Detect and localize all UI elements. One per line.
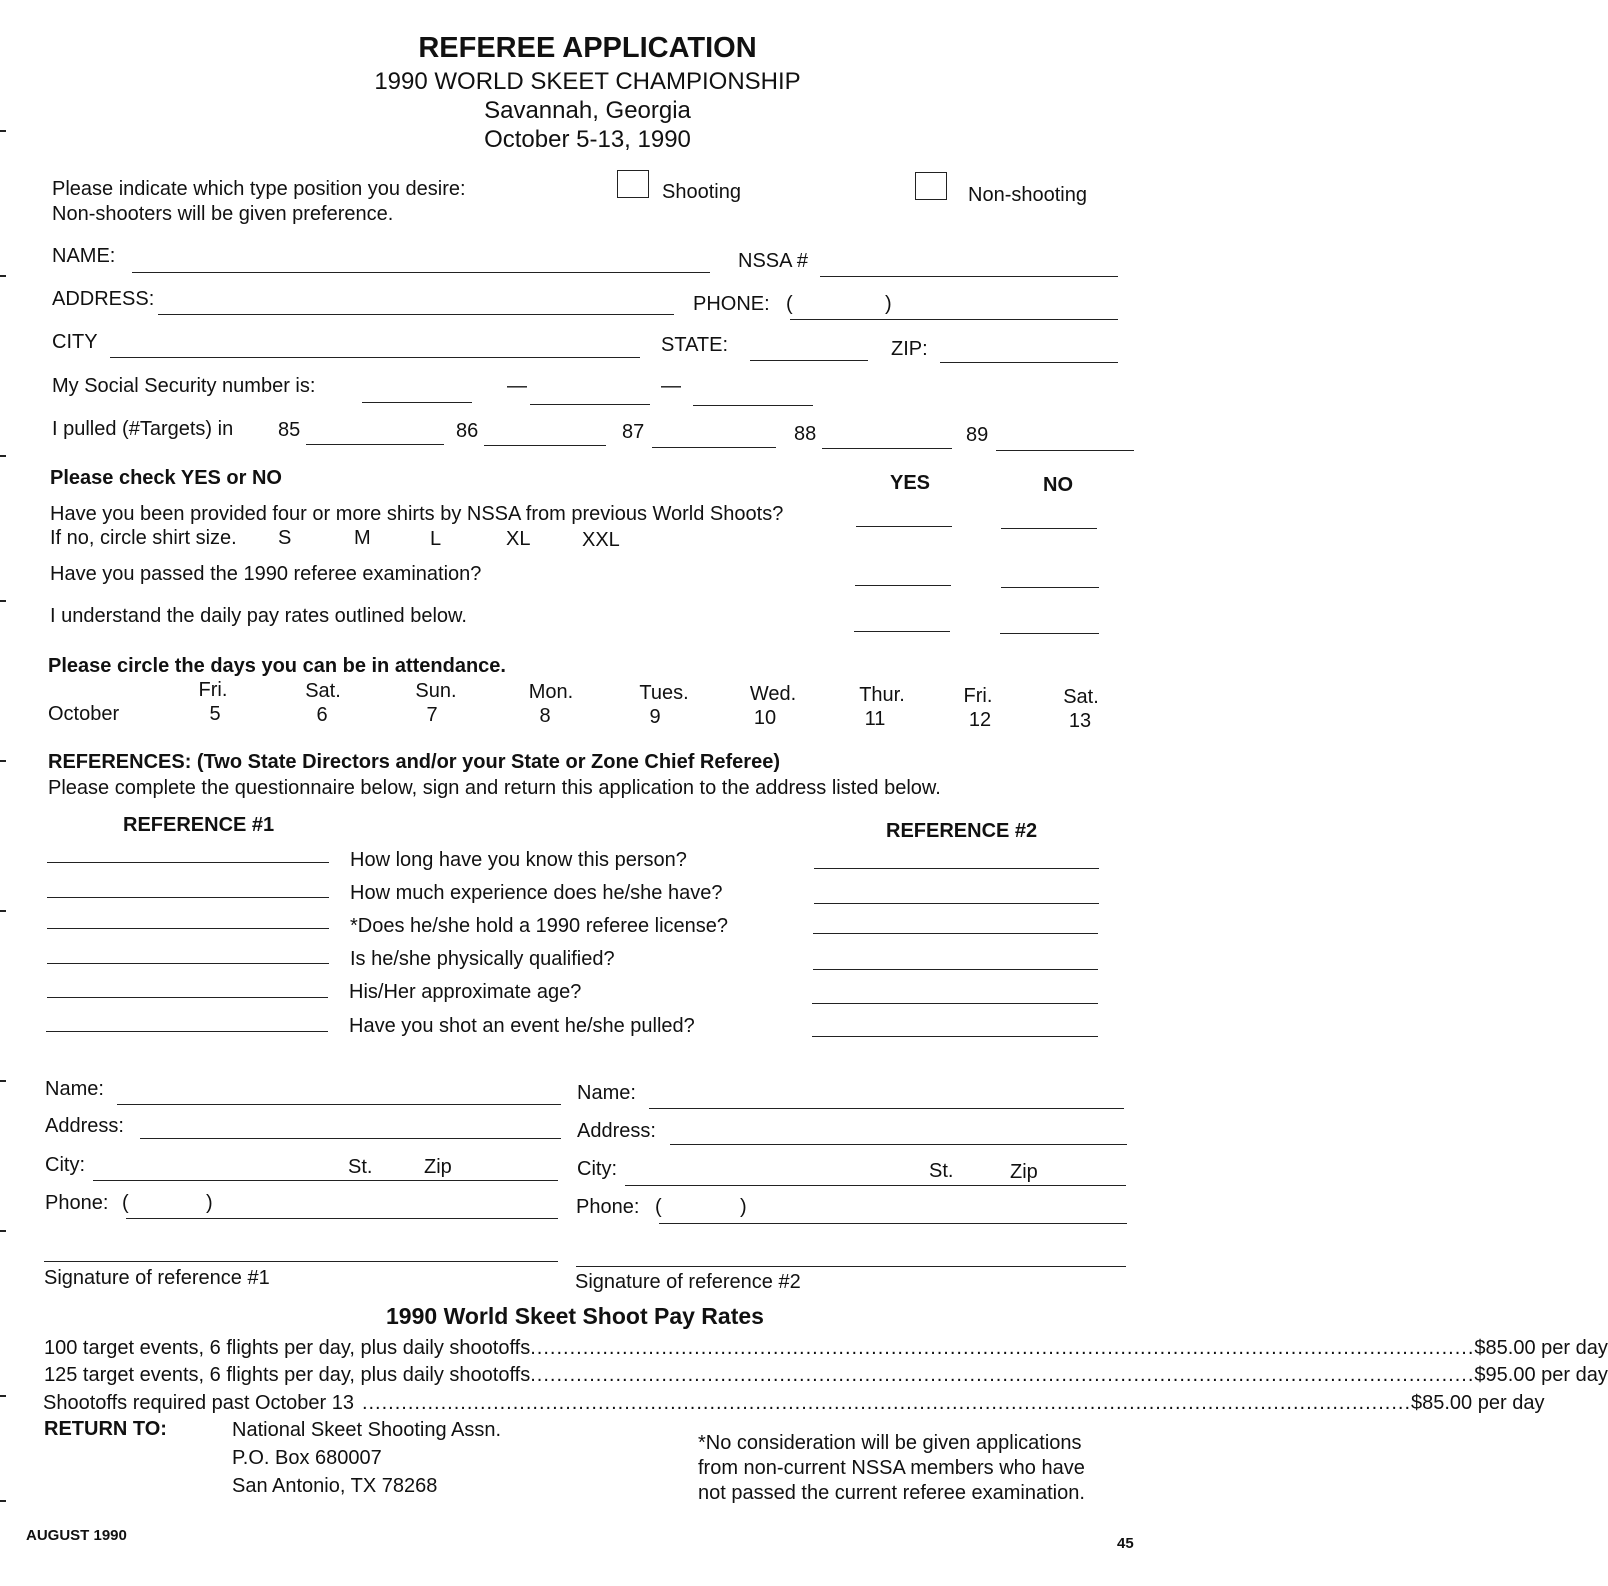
date-5[interactable]: 5 bbox=[209, 703, 221, 725]
ref-question-4: Is he/she physically qualified? bbox=[350, 948, 615, 970]
ref1-answer-2[interactable] bbox=[47, 897, 329, 898]
ref1-address-label: Address: bbox=[45, 1115, 124, 1137]
phone-paren-close: ) bbox=[885, 293, 892, 315]
pay-row-label: 100 target events, 6 flights per day, plus daily shootoffs bbox=[44, 1337, 531, 1359]
date-13[interactable]: 13 bbox=[1068, 710, 1092, 732]
state-label: STATE: bbox=[661, 334, 729, 356]
day-sat-2: Sat. bbox=[1063, 686, 1099, 708]
day-mon: Mon. bbox=[528, 681, 574, 703]
shirt-size-m[interactable]: M bbox=[354, 527, 371, 549]
year-87: 87 bbox=[622, 421, 645, 443]
date-12[interactable]: 12 bbox=[968, 709, 992, 731]
pay-yes-field[interactable] bbox=[854, 631, 950, 632]
return-city: San Antonio, TX 78268 bbox=[232, 1475, 438, 1497]
ref2-signature-field[interactable] bbox=[576, 1266, 1126, 1267]
shirt-size-s[interactable]: S bbox=[278, 527, 292, 549]
ref1-phone-paren-close: ) bbox=[206, 1192, 213, 1214]
ref1-address-field[interactable] bbox=[140, 1138, 561, 1139]
name-label: NAME: bbox=[52, 245, 116, 267]
position-note: Non-shooters will be given preference. bbox=[52, 203, 394, 225]
ref2-answer-4[interactable] bbox=[813, 969, 1098, 970]
margin-mark bbox=[0, 1230, 6, 1232]
exam-no-field[interactable] bbox=[1001, 587, 1099, 588]
nonshooting-label: Non-shooting bbox=[968, 184, 1087, 206]
ssn-field-1[interactable] bbox=[362, 402, 472, 403]
leader-dots: ................................................................................................................................................................ bbox=[361, 1392, 1411, 1414]
event-dates: October 5-13, 1990 bbox=[484, 126, 691, 153]
exam-yes-field[interactable] bbox=[855, 585, 951, 586]
ref-question-1: How long have you know this person? bbox=[350, 849, 687, 871]
ref-question-6: Have you shot an event he/she pulled? bbox=[349, 1015, 695, 1037]
state-field[interactable] bbox=[750, 360, 868, 361]
ref-question-3: *Does he/she hold a 1990 referee license? bbox=[350, 915, 729, 937]
nssa-field[interactable] bbox=[820, 276, 1118, 277]
pay-row-label: 125 target events, 6 flights per day, plus daily shootoffs bbox=[44, 1364, 531, 1386]
disclaimer-line-1: *No consideration will be given applications bbox=[698, 1432, 1082, 1454]
ref2-answer-2[interactable] bbox=[814, 903, 1099, 904]
shirts-no-field[interactable] bbox=[1001, 528, 1097, 529]
page-number: 45 bbox=[1117, 1535, 1134, 1552]
ref1-name-label: Name: bbox=[45, 1078, 104, 1100]
shirt-size-xl[interactable]: XL bbox=[506, 528, 531, 550]
date-6[interactable]: 6 bbox=[316, 704, 328, 726]
margin-mark bbox=[0, 1080, 6, 1082]
reference-1-heading: REFERENCE #1 bbox=[123, 814, 275, 836]
ssn-label: My Social Security number is: bbox=[52, 375, 316, 397]
targets-label: I pulled (#Targets) in bbox=[52, 418, 234, 440]
ref1-phone-field[interactable] bbox=[126, 1218, 558, 1219]
targets-89-field[interactable] bbox=[996, 450, 1134, 451]
ref2-phone-paren-close: ) bbox=[740, 1196, 747, 1218]
date-7[interactable]: 7 bbox=[426, 704, 438, 726]
shooting-checkbox[interactable] bbox=[617, 170, 649, 198]
year-86: 86 bbox=[456, 420, 479, 442]
yes-no-heading: Please check YES or NO bbox=[50, 467, 282, 489]
day-fri: Fri. bbox=[198, 679, 228, 701]
ref1-st-label: St. bbox=[348, 1156, 373, 1178]
disclaimer-line-3: not passed the current referee examination. bbox=[698, 1482, 1085, 1504]
pay-row bbox=[44, 1364, 1608, 1387]
disclaimer-line-2: from non-current NSSA members who have bbox=[698, 1457, 1085, 1479]
event-location: Savannah, Georgia bbox=[484, 97, 691, 124]
margin-mark bbox=[0, 1395, 6, 1397]
ref2-phone-paren-open: ( bbox=[655, 1196, 662, 1218]
margin-mark bbox=[0, 910, 6, 912]
address-field[interactable] bbox=[158, 314, 674, 315]
day-sun: Sun. bbox=[415, 680, 457, 702]
ref2-city-field[interactable] bbox=[625, 1185, 1126, 1186]
leader-dots: ................................................................................................................................................ bbox=[530, 1364, 1475, 1386]
ssn-field-2[interactable] bbox=[530, 404, 650, 405]
date-10[interactable]: 10 bbox=[753, 707, 777, 729]
day-wed: Wed. bbox=[749, 683, 797, 705]
nssa-label: NSSA # bbox=[738, 250, 809, 272]
ref-question-2: How much experience does he/she have? bbox=[350, 882, 723, 904]
pay-row bbox=[44, 1337, 1608, 1360]
margin-mark bbox=[0, 600, 6, 602]
ref1-name-field[interactable] bbox=[117, 1104, 561, 1105]
ref1-city-label: City: bbox=[45, 1154, 85, 1176]
ref2-signature-label: Signature of reference #2 bbox=[575, 1271, 801, 1293]
ref1-answer-1[interactable] bbox=[47, 862, 329, 863]
ref1-signature-label: Signature of reference #1 bbox=[44, 1267, 270, 1289]
day-tues: Tues. bbox=[639, 682, 689, 704]
attendance-heading: Please circle the days you can be in attendance. bbox=[48, 655, 506, 677]
return-to-label: RETURN TO: bbox=[44, 1418, 167, 1440]
phone-paren-open: ( bbox=[786, 293, 793, 315]
shirt-size-l[interactable]: L bbox=[430, 528, 442, 550]
date-11[interactable]: 11 bbox=[864, 708, 886, 730]
ref1-signature-field[interactable] bbox=[44, 1261, 558, 1262]
footer-date: AUGUST 1990 bbox=[26, 1527, 127, 1544]
day-sat: Sat. bbox=[305, 680, 341, 702]
city-label: CITY bbox=[52, 331, 98, 353]
ref2-answer-3[interactable] bbox=[813, 933, 1098, 934]
ref2-address-label: Address: bbox=[577, 1120, 656, 1142]
ref2-answer-6[interactable] bbox=[812, 1036, 1098, 1037]
ref2-phone-field[interactable] bbox=[659, 1223, 1127, 1224]
ref1-zip-label: Zip bbox=[424, 1156, 452, 1178]
targets-88-field[interactable] bbox=[822, 448, 952, 449]
day-fri-2: Fri. bbox=[963, 685, 993, 707]
targets-86-field[interactable] bbox=[484, 445, 606, 446]
zip-label: ZIP: bbox=[891, 338, 928, 360]
year-85: 85 bbox=[278, 419, 301, 441]
shirts-yes-field[interactable] bbox=[856, 526, 952, 527]
zip-field[interactable] bbox=[940, 362, 1118, 363]
question-shirt-size: If no, circle shirt size. bbox=[50, 527, 237, 549]
return-org: National Skeet Shooting Assn. bbox=[232, 1419, 502, 1441]
ssn-field-3[interactable] bbox=[693, 405, 813, 406]
margin-mark bbox=[0, 275, 6, 277]
ssn-dash: — bbox=[507, 375, 527, 397]
shooting-label: Shooting bbox=[662, 181, 741, 203]
day-thur: Thur. bbox=[859, 684, 905, 706]
ref1-answer-6[interactable] bbox=[46, 1031, 328, 1032]
no-header: NO bbox=[1043, 474, 1073, 496]
leader-dots: ................................................................................................................................................ bbox=[530, 1337, 1475, 1359]
margin-mark bbox=[0, 760, 6, 762]
pay-row-rate: $95.00 per day bbox=[1474, 1364, 1608, 1386]
ref1-answer-3[interactable] bbox=[47, 928, 329, 929]
city-field[interactable] bbox=[110, 357, 640, 358]
pay-row bbox=[43, 1392, 1545, 1415]
page-title: REFEREE APPLICATION bbox=[418, 32, 757, 64]
attendance-month: October bbox=[48, 703, 120, 725]
pay-no-field[interactable] bbox=[1000, 633, 1099, 634]
pay-row-label: Shootoffs required past October 13 bbox=[43, 1392, 354, 1414]
ref2-answer-1[interactable] bbox=[814, 868, 1099, 869]
ref2-name-label: Name: bbox=[577, 1082, 636, 1104]
pay-row-rate: $85.00 per day bbox=[1411, 1392, 1545, 1414]
year-89: 89 bbox=[966, 424, 989, 446]
shirt-size-xxl[interactable]: XXL bbox=[582, 529, 620, 551]
targets-85-field[interactable] bbox=[306, 444, 444, 445]
ref2-answer-5[interactable] bbox=[812, 1003, 1098, 1004]
ref2-name-field[interactable] bbox=[649, 1108, 1124, 1109]
reference-2-heading: REFERENCE #2 bbox=[886, 820, 1038, 842]
return-box: P.O. Box 680007 bbox=[232, 1447, 382, 1469]
margin-mark bbox=[0, 455, 6, 457]
references-heading: REFERENCES: (Two State Directors and/or your State or Zone Chief Referee) bbox=[48, 751, 780, 773]
ref2-zip-label: Zip bbox=[1010, 1161, 1038, 1183]
yes-header: YES bbox=[890, 472, 931, 494]
phone-label: PHONE: bbox=[693, 293, 770, 315]
year-88: 88 bbox=[794, 423, 817, 445]
address-label: ADDRESS: bbox=[52, 288, 155, 310]
ref2-address-field[interactable] bbox=[670, 1144, 1127, 1145]
ref2-phone-label: Phone: bbox=[576, 1196, 640, 1218]
targets-87-field[interactable] bbox=[652, 447, 776, 448]
pay-rates-title: 1990 World Skeet Shoot Pay Rates bbox=[386, 1303, 764, 1329]
name-field[interactable] bbox=[132, 272, 710, 273]
ref2-city-label: City: bbox=[577, 1158, 617, 1180]
nonshooting-checkbox[interactable] bbox=[915, 172, 947, 200]
pay-row-rate: $85.00 per day bbox=[1474, 1337, 1608, 1359]
ref1-answer-4[interactable] bbox=[47, 963, 329, 964]
date-8[interactable]: 8 bbox=[539, 705, 551, 727]
ref2-st-label: St. bbox=[929, 1160, 954, 1182]
question-exam: Have you passed the 1990 referee examination? bbox=[50, 563, 482, 585]
position-prompt: Please indicate which type position you desire: bbox=[52, 178, 466, 200]
phone-field[interactable] bbox=[790, 319, 1118, 320]
question-pay: I understand the daily pay rates outlined below. bbox=[50, 605, 467, 627]
ref1-city-field[interactable] bbox=[93, 1180, 558, 1181]
date-9[interactable]: 9 bbox=[649, 706, 661, 728]
ref-question-5: His/Her approximate age? bbox=[349, 981, 582, 1003]
margin-mark bbox=[0, 1500, 6, 1502]
ref1-phone-label: Phone: bbox=[45, 1192, 109, 1214]
ref1-phone-paren-open: ( bbox=[122, 1192, 129, 1214]
ssn-dash: — bbox=[661, 375, 681, 397]
event-subtitle: 1990 WORLD SKEET CHAMPIONSHIP bbox=[374, 68, 801, 95]
question-shirts: Have you been provided four or more shirts by NSSA from previous World Shoots? bbox=[50, 503, 784, 525]
ref1-answer-5[interactable] bbox=[47, 997, 328, 998]
references-instructions: Please complete the questionnaire below, sign and return this application to the address listed below. bbox=[48, 777, 941, 799]
